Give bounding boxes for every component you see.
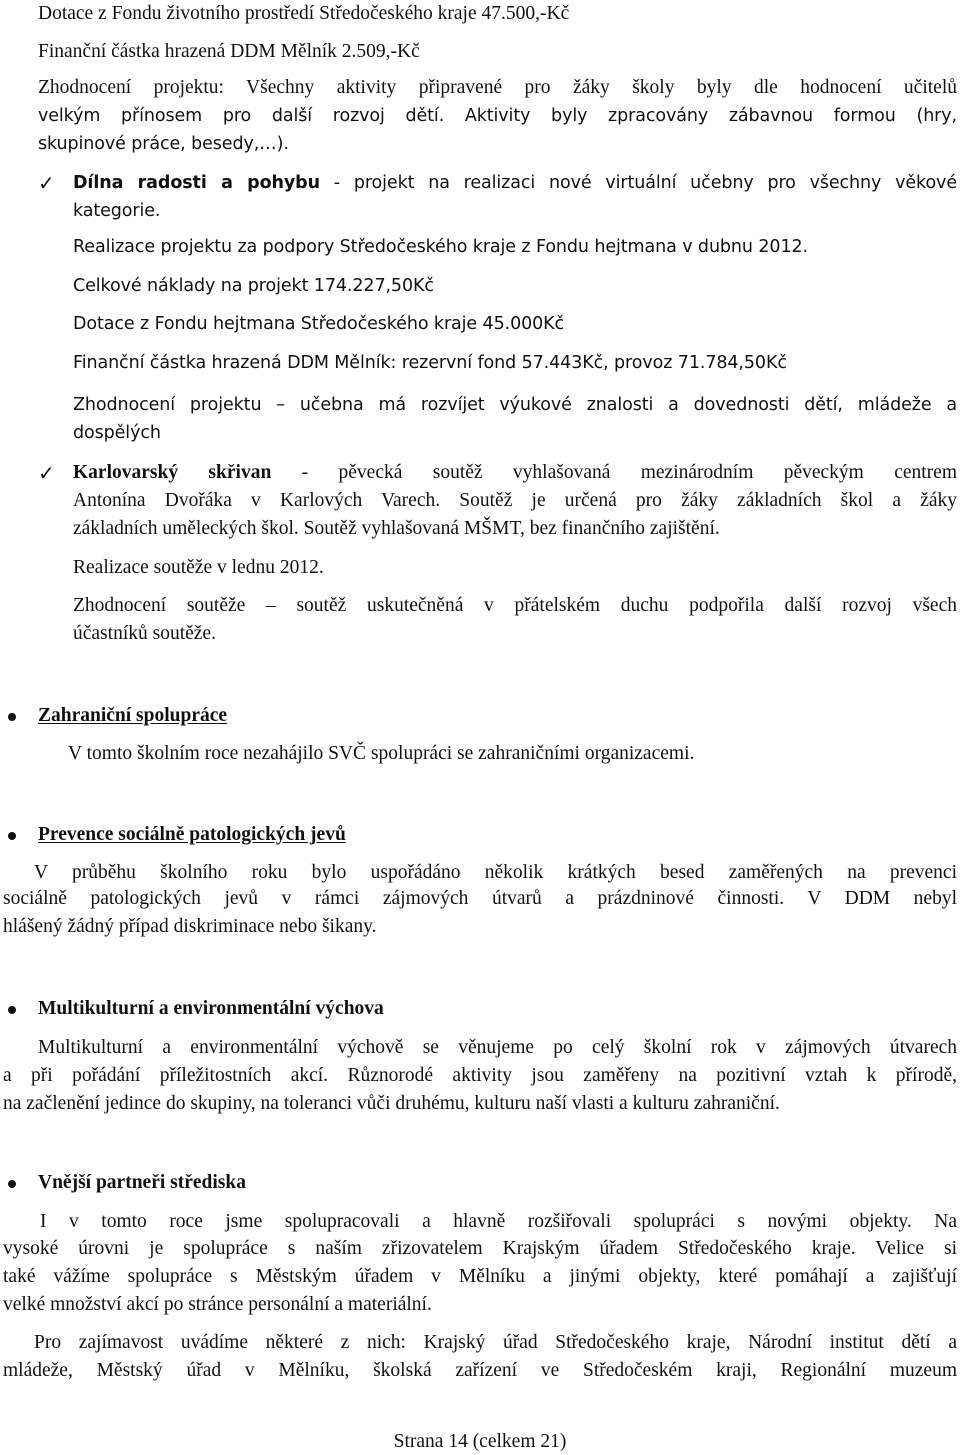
bullet-icon [8,1180,16,1188]
dilna-zhodnoceni-2: dospělých [73,423,161,443]
prevence-line-1: V průběhu školního roku bylo uspořádáno několik krátkých besed zaměřených na prevenci [34,862,957,883]
checkmark-icon: ✓ [38,171,55,195]
zhodnoceni-line-1: Zhodnocení projektu: Všechny aktivity připravené pro žáky školy byly dle hodnocení učitelů [38,77,957,98]
multikulturni-line-2: a při pořádání příležitostních akcí. Různorodé aktivity jsou zaměřeny na pozitivní vztah k přírodě, [3,1065,957,1086]
dilna-line-2: kategorie. [73,201,161,221]
checkmark-icon: ✓ [38,461,55,485]
dilna-financni: Finanční částka hrazená DDM Mělník: rezervní fond 57.443Kč, provoz 71.784,50Kč [73,353,787,373]
partneri-p2-line-2: mládeže, Městský úřad v Mělníku, školská zařízení ve Středočeském kraji, Regionální muzeum [3,1360,957,1381]
partneri-p1-line-2: vysoké úrovni je spolupráce s naším zřizovatelem Krajským úřadem Středočeského kraje. Velice si [3,1238,957,1259]
dotace-line: Dotace z Fondu životního prostředí Středočeského kraje 47.500,-Kč [38,3,570,24]
multikulturni-line-1: Multikulturní a environmentální výchově se věnujeme po celý školní rok v zájmových útvarech [38,1037,957,1058]
skrivan-desc: - pěvecká soutěž vyhlašovaná mezinárodním pěveckým centrem [301,462,957,483]
skrivan-realizace: Realizace soutěže v lednu 2012. [73,557,324,578]
prevence-heading: Prevence sociálně patologických jevů [38,824,346,845]
skrivan-line-2: Antonína Dvořáka v Karlových Varech. Soutěž je určená pro žáky základních škol a žáky [73,490,957,511]
prevence-line-2: sociálně patologických jevů v rámci zájmových útvarů a prázdninové činnosti. V DDM nebyl [3,888,957,909]
zahranicni-heading: Zahraniční spolupráce [38,705,228,726]
bullet-icon [8,713,16,721]
zhodnoceni-line-2: velkým přínosem pro další rozvoj dětí. Aktivity byly zpracovány zábavnou formou (hry, [38,106,957,126]
zhodnoceni-line-3: skupinové práce, besedy,…). [38,134,289,154]
prevence-line-3: hlášený žádný případ diskriminace nebo šikany. [3,916,377,937]
zahranicni-text: V tomto školním roce nezahájilo SVČ spolupráci se zahraničními organizacemi. [68,743,695,764]
bullet-icon [8,1006,16,1014]
dilna-realizace: Realizace projektu za podpory Středočeského kraje z Fondu hejtmana v dubnu 2012. [73,237,808,257]
partneri-p1-line-1: I v tomto roce jsme spolupracovali a hlavně rozšiřovali spolupráci s novými objekty. Na [40,1211,957,1232]
partneri-heading: Vnější partneři střediska [38,1172,246,1193]
skrivan-line-1 [73,460,957,486]
dilna-desc: - projekt na realizaci nové virtuální učebny pro všechny věkové [333,173,957,193]
partneri-p2-line-1: Pro zajímavost uvádíme některé z nich: Krajský úřad Středočeského kraje, Národní institut dětí a [34,1332,957,1353]
bullet-icon [8,832,16,840]
skrivan-line-3: základních uměleckých škol. Soutěž vyhlašovaná MŠMT, bez finančního zajištění. [73,518,720,539]
dilna-zhodnoceni-1: Zhodnocení projektu – učebna má rozvíjet výukové znalosti a dovednosti dětí, mládeže a [73,395,957,415]
partneri-p1-line-3: také vážíme spolupráce s Městským úřadem v Mělníku a jinými objekty, které pomáhají a zajišťují [3,1266,957,1287]
multikulturni-line-3: na začlenění jedince do skupiny, na toleranci vůči druhému, kulturu naší vlasti a kulturu zahraniční. [3,1093,780,1114]
skrivan-title: Karlovarský skřivan [73,462,272,483]
dilna-line-1 [73,170,957,196]
dilna-dotace: Dotace z Fondu hejtmana Středočeského kraje 45.000Kč [73,314,565,334]
skrivan-zhodnoceni-2: účastníků soutěže. [73,623,216,644]
multikulturni-heading: Multikulturní a environmentální výchova [38,998,384,1019]
page-number: Strana 14 (celkem 21) [393,1431,567,1452]
dilna-naklady: Celkové náklady na projekt 174.227,50Kč [73,276,434,296]
skrivan-zhodnoceni-1: Zhodnocení soutěže – soutěž uskutečněná v přátelském duchu podpořila další rozvoj všech [73,595,957,616]
dilna-title: Dílna radosti a pohybu [73,173,320,193]
financni-castka-line: Finanční částka hrazená DDM Mělník 2.509,-Kč [38,41,420,62]
partneri-p1-line-4: velké množství akcí po stránce personální a materiální. [3,1294,432,1315]
